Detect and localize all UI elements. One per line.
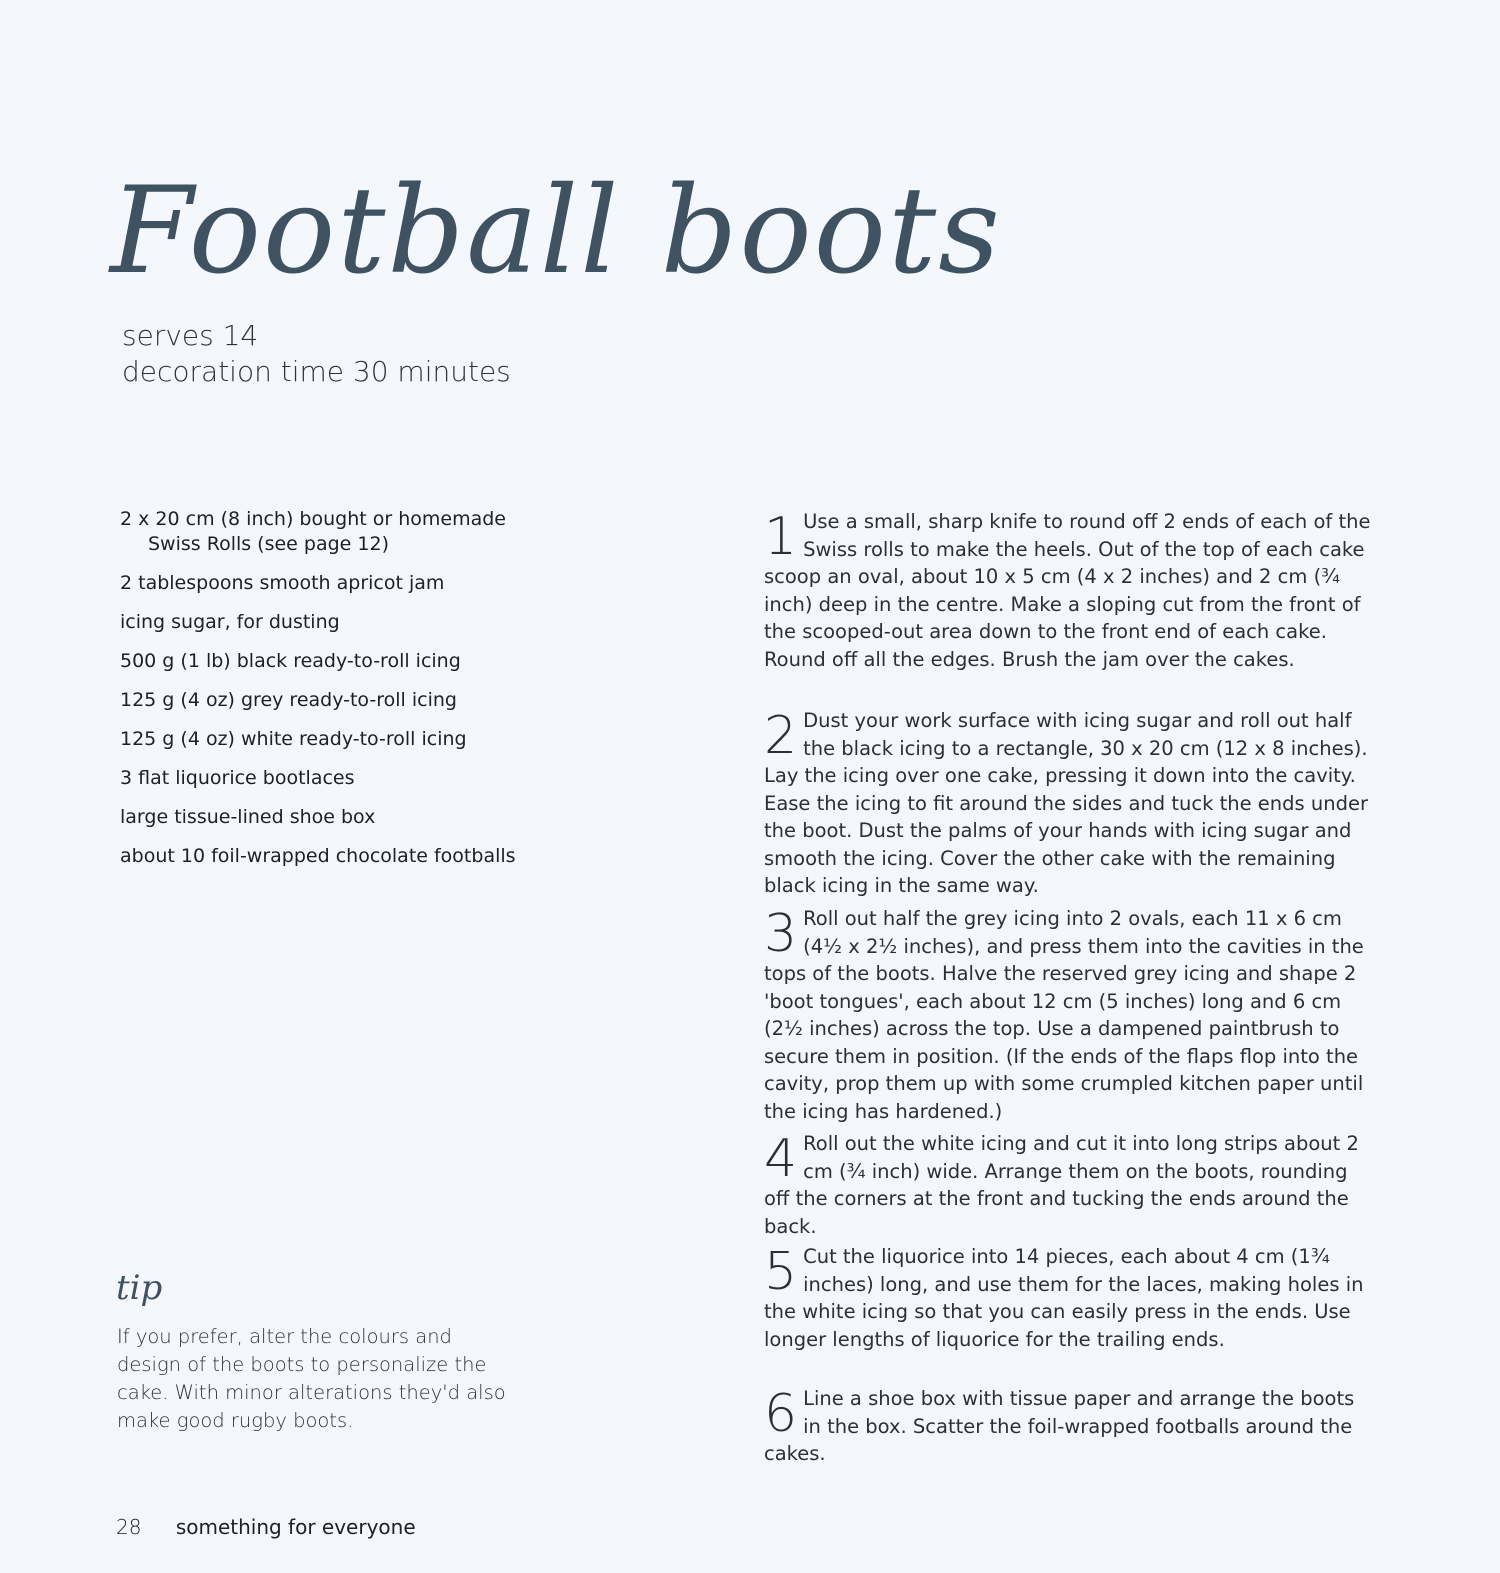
step-text: Dust your work surface with icing sugar and roll out half the black icing to a rectangle, 30 x 20 cm (12 x 8 inches). Lay the icing over one cake, pressing it down into the cavity. Ease the icing to fit around the sides and tuck the ends under the boot. Dust the palms of your hands with icing sugar and smooth the icing. Cover the other cake with the remaining black icing in the same way. <box>764 709 1368 897</box>
serves-text: serves 14 <box>122 319 259 352</box>
ingredient-item: 500 g (1 lb) black ready-to-roll icing <box>120 650 461 672</box>
ingredient-item: 3 flat liquorice bootlaces <box>120 767 355 789</box>
step-text: Use a small, sharp knife to round off 2 ends of each of the Swiss rolls to make the heels. Out of the top of each cake scoop an oval, about 10 x 5 cm (4 x 2 inches) and 2 cm (¾ inch) deep in the centre. Make a sloping cut from the front of the scooped-out area down to the front end of each cake. Round off all the edges. Brush the jam over the cakes. <box>764 510 1371 671</box>
ingredient-item: icing sugar, for dusting <box>120 611 340 633</box>
method-step <box>764 905 1376 1125</box>
ingredient-item: 125 g (4 oz) grey ready-to-roll icing <box>120 689 457 711</box>
step-text: Cut the liquorice into 14 pieces, each about 4 cm (1¾ inches) long, and use them for the laces, making holes in the white icing so that you can easily press in the ends. Use longer lengths of liquorice for the trailing ends. <box>764 1245 1364 1351</box>
ingredient-item: large tissue-lined shoe box <box>120 806 376 828</box>
step-number: 3 <box>764 904 798 964</box>
method-step <box>764 1243 1376 1353</box>
section-title: something for everyone <box>175 1515 416 1539</box>
ingredient-item: about 10 foil-wrapped chocolate footballs <box>120 845 516 867</box>
page-title: Football boots <box>110 162 1002 302</box>
ingredients-list <box>120 507 540 883</box>
tip-text: If you prefer, alter the colours and design of the boots to personalize the cake. With minor alterations they'd also make good rugby boots. <box>117 1325 506 1432</box>
method-step <box>764 707 1376 900</box>
ingredient-item: 2 x 20 cm (8 inch) bought or homemade Swiss Rolls (see page 12) <box>120 508 506 555</box>
method-step <box>764 1130 1376 1240</box>
page-footer <box>116 1515 416 1539</box>
ingredient-item: 125 g (4 oz) white ready-to-roll icing <box>120 728 467 750</box>
method-step <box>764 1385 1376 1468</box>
step-text: Line a shoe box with tissue paper and arrange the boots in the box. Scatter the foil-wrapped footballs around the cakes. <box>764 1387 1355 1465</box>
page-number: 28 <box>116 1515 142 1539</box>
step-number: 4 <box>764 1129 798 1189</box>
ingredient-item: 2 tablespoons smooth apricot jam <box>120 572 445 594</box>
step-text: Roll out half the grey icing into 2 ovals, each 11 x 6 cm (4½ x 2½ inches), and press them into the cavities in the tops of the boots. Halve the reserved grey icing and shape 2 'boot tongues', each about 12 cm (5 inches) long and 6 cm (2½ inches) across the top. Use a dampened paintbrush to secure them in position. (If the ends of the flaps flop into the cavity, prop them up with some crumpled kitchen paper until the icing has hardened.) <box>764 907 1364 1123</box>
step-number: 2 <box>764 706 798 766</box>
recipe-meta <box>122 318 511 390</box>
method-step <box>764 508 1376 673</box>
step-number: 1 <box>764 507 798 567</box>
step-number: 5 <box>764 1242 798 1302</box>
tip-heading: tip <box>116 1268 163 1308</box>
decoration-time-text: decoration time 30 minutes <box>122 355 511 388</box>
step-text: Roll out the white icing and cut it into long strips about 2 cm (¾ inch) wide. Arrange them on the boots, rounding off the corners at the front and tucking the ends around the back. <box>764 1132 1359 1238</box>
step-number: 6 <box>764 1384 798 1444</box>
